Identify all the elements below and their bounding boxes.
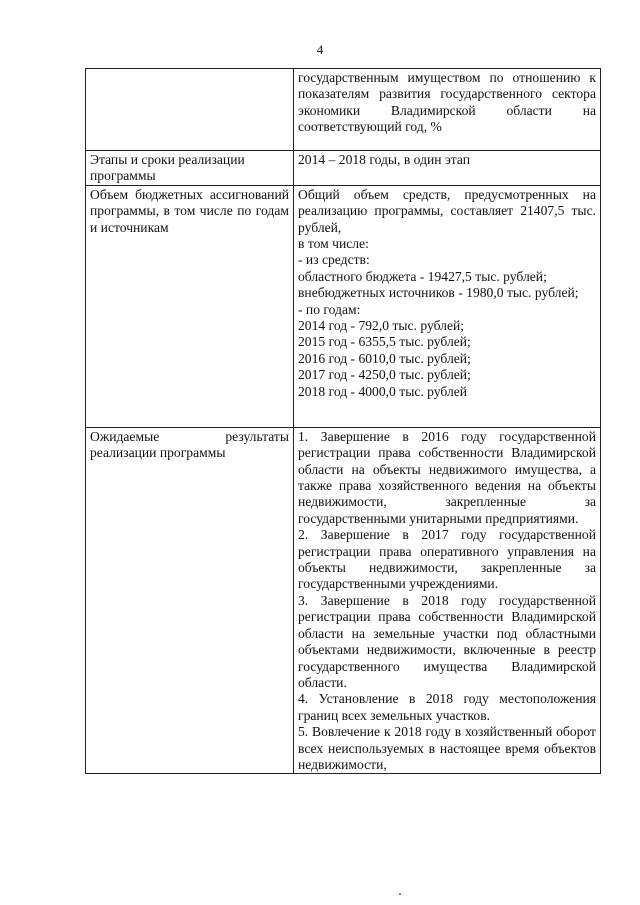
funding-extrabudgetary: внебюджетных источников - 1980,0 тыс. рублей; bbox=[298, 285, 579, 301]
row-label: Этапы и сроки реализации программы bbox=[86, 151, 294, 186]
funding-by-years: - по годам: bbox=[298, 301, 361, 317]
result-item-3: 3. Завершение в 2018 году государственной регистрации права собственности Владимирской области на земельные участки под областными объектами недвижимости, включенные в реестр государственного имущества Владимирской области. bbox=[298, 592, 596, 690]
table-row bbox=[86, 185, 601, 427]
funding-year-2014: 2014 год - 792,0 тыс. рублей; bbox=[298, 318, 465, 334]
program-passport-table bbox=[85, 68, 601, 774]
row-value bbox=[294, 427, 601, 774]
row-value: 2014 – 2018 годы, в один этап bbox=[294, 151, 601, 186]
result-item-5: 5. Вовлечение к 2018 году в хозяйственный оборот всех неиспользуемых в настоящее время объектов недвижимости, bbox=[298, 724, 596, 772]
table-row bbox=[86, 427, 601, 774]
funding-year-2015: 2015 год - 6355,5 тыс. рублей; bbox=[298, 334, 471, 350]
table-row bbox=[86, 69, 601, 151]
result-item-2: 2. Завершение в 2017 году государственной регистрации права оперативного управления на объекты недвижимости, закрепленные за государственными учреждениями. bbox=[298, 527, 596, 592]
continuation-text: государственным имуществом по отношению к показателям развития государственного сектора экономики Владимирской области на соответствующий год, % bbox=[298, 70, 596, 135]
row-label bbox=[86, 427, 294, 774]
funding-label: Объем бюджетных ассигнований программы, в том числе по годам и источникам bbox=[90, 186, 289, 235]
funding-regional-budget: областного бюджета - 19427,5 тыс. рублей; bbox=[298, 268, 547, 284]
funding-total: Общий объем средств, предусмотренных на реализацию программы, составляет 21407,5 тыс. рублей, bbox=[298, 186, 596, 235]
funding-including: в том числе: bbox=[298, 236, 369, 252]
row-value bbox=[294, 185, 601, 427]
funding-from-sources: - из средств: bbox=[298, 252, 370, 268]
funding-year-2017: 2017 год - 4250,0 тыс. рублей; bbox=[298, 367, 471, 383]
page-number: 4 bbox=[316, 42, 324, 57]
row-label bbox=[86, 185, 294, 427]
funding-year-2016: 2016 год - 6010,0 тыс. рублей; bbox=[298, 350, 471, 366]
funding-year-2018: 2018 год - 4000,0 тыс. рублей bbox=[298, 383, 468, 399]
row-label bbox=[86, 69, 294, 151]
result-item-4: 4. Установление в 2018 году местоположения границ всех земельных участков. bbox=[298, 691, 596, 723]
table-row bbox=[86, 151, 601, 186]
results-label: Ожидаемые результаты реализации программы bbox=[90, 428, 289, 461]
scan-speck bbox=[399, 893, 401, 895]
row-value bbox=[294, 69, 601, 151]
result-item-1: 1. Завершение в 2016 году государственной регистрации права собственности Владимирской области на объекты недвижимого имущества, а также права хозяйственного ведения на объекты недвижимости, закрепленные за государственными унитарными предприятиями. bbox=[298, 428, 596, 526]
